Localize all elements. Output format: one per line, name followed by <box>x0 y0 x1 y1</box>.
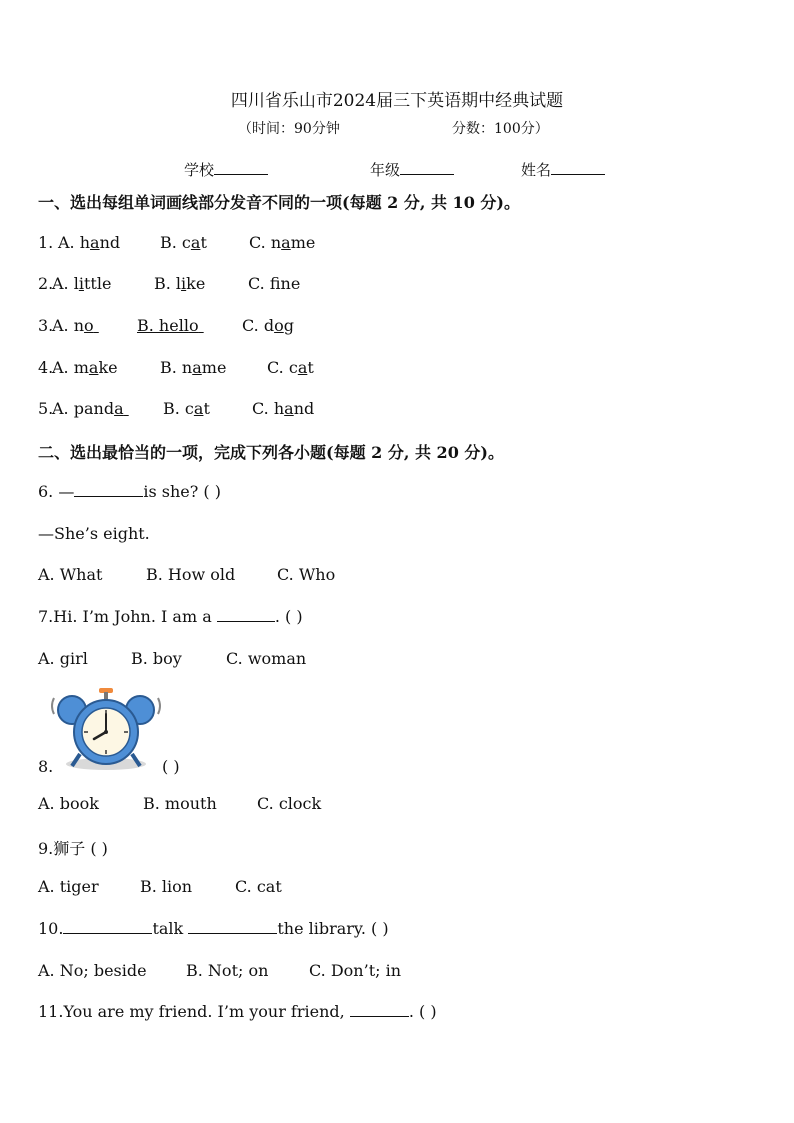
q7-answer-blank[interactable] <box>217 607 275 622</box>
question-6: 6. — is she? ( ) <box>38 482 221 501</box>
grade-field <box>370 159 454 180</box>
question-11: 11.You are my friend. I’m your friend, . ( ) <box>38 1002 437 1021</box>
q8-option-c[interactable]: C. clock <box>257 794 322 813</box>
question-10: 10. talk the library. ( ) <box>38 919 389 938</box>
q7-option-b[interactable]: B. boy <box>131 649 182 668</box>
question-3 <box>38 316 53 335</box>
q10-option-b[interactable]: B. Not; on <box>186 961 269 980</box>
section-1-heading: 一、选出每组单词画线部分发音不同的一项(每题 2 分, 共 10 分)。 <box>38 193 520 212</box>
question-number: 5. <box>38 399 54 418</box>
q10-blank-1[interactable] <box>63 919 152 934</box>
name-blank[interactable] <box>551 160 605 175</box>
question-number: 2. <box>38 274 54 293</box>
time-info: （时间：90分钟 <box>238 121 340 137</box>
alarm-clock-image <box>46 684 164 774</box>
school-blank[interactable] <box>214 160 268 175</box>
question-2 <box>38 274 53 293</box>
q10-option-c[interactable]: C. Don’t; in <box>309 961 402 980</box>
q9-option-b[interactable]: B. lion <box>140 877 193 896</box>
q7-option-a[interactable]: A. girl <box>38 649 88 668</box>
score-info: 分数：100分） <box>452 121 549 137</box>
grade-blank[interactable] <box>400 160 454 175</box>
question-1 <box>38 233 53 252</box>
q1-option-b[interactable]: B. cat <box>160 233 207 252</box>
q4-option-b[interactable]: B. name <box>160 358 227 377</box>
question-7: 7.Hi. I’m John. I am a . ( ) <box>38 607 303 626</box>
q6-option-b[interactable]: B. How old <box>146 565 236 584</box>
q4-option-a[interactable]: A. make <box>52 358 118 377</box>
q1-option-c[interactable]: C. name <box>249 233 316 252</box>
name-field <box>521 159 605 180</box>
question-8-number: 8. <box>38 757 54 776</box>
q1-option-a[interactable]: A. hand <box>58 233 121 252</box>
q8-option-a[interactable]: A. book <box>38 794 99 813</box>
grade-label: 年级 <box>370 161 401 179</box>
question-number: 4. <box>38 358 54 377</box>
q2-option-b[interactable]: B. like <box>154 274 206 293</box>
school-field <box>184 159 268 180</box>
q5-option-b[interactable]: B. cat <box>163 399 210 418</box>
q10-option-a[interactable]: A. No; beside <box>38 961 147 980</box>
q6-reply: —She’s eight. <box>38 524 150 543</box>
question-4 <box>38 358 53 377</box>
q5-option-a[interactable]: A. panda <box>52 399 124 418</box>
q9-option-a[interactable]: A. tiger <box>38 877 99 896</box>
section-2-heading: 二、选出最恰当的一项，完成下列各小题(每题 2 分, 共 20 分)。 <box>38 443 504 462</box>
question-number: 3. <box>38 316 54 335</box>
q11-answer-blank[interactable] <box>350 1002 409 1017</box>
q5-option-c[interactable]: C. hand <box>252 399 315 418</box>
q2-option-c[interactable]: C. fne <box>248 274 301 293</box>
q6-option-a[interactable]: A. What <box>38 565 103 584</box>
q4-option-c[interactable]: C. cat <box>267 358 314 377</box>
q7-option-c[interactable]: C. woman <box>226 649 307 668</box>
q8-option-b[interactable]: B. mouth <box>143 794 217 813</box>
name-label: 姓名 <box>521 161 552 179</box>
q3-option-c[interactable]: C. dog <box>242 316 294 335</box>
q9-option-c[interactable]: C. cat <box>235 877 282 896</box>
q10-blank-2[interactable] <box>188 919 277 934</box>
q3-option-b[interactable]: B. hello <box>137 316 199 335</box>
q6-option-c[interactable]: C. Who <box>277 565 336 584</box>
q8-answer-paren[interactable]: ( ) <box>162 757 180 776</box>
q6-answer-blank[interactable] <box>74 482 143 497</box>
q3-option-a[interactable]: A. no <box>52 316 94 335</box>
page-title: 四川省乐山市2024届三下英语期中经典试题 <box>230 91 564 111</box>
question-5 <box>38 399 53 418</box>
question-9: 9.狮子 ( ) <box>38 839 108 858</box>
q2-option-a[interactable]: A. little <box>52 274 112 293</box>
school-label: 学校 <box>184 161 215 179</box>
question-number: 1. <box>38 233 54 252</box>
